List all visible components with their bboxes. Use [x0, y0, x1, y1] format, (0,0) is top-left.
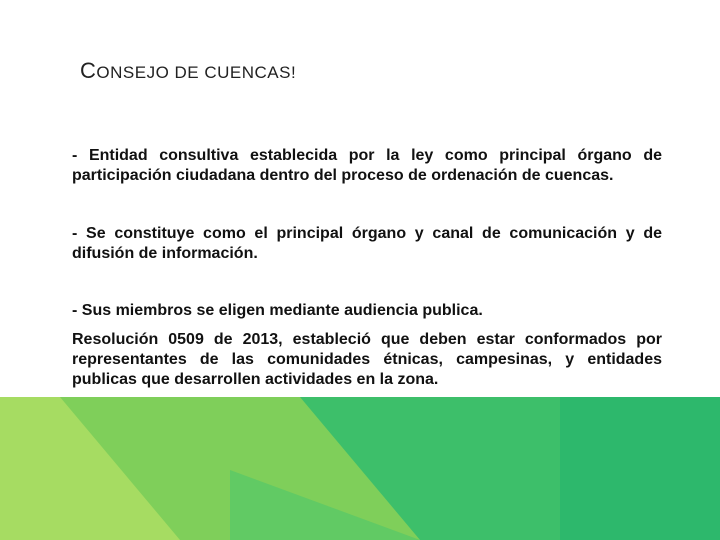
decor-dark-green-panel: [560, 397, 720, 540]
title-initial: C: [80, 58, 97, 83]
paragraph-canal-comunicacion: - Se constituye como el principal órgano y canal de comunicación y de difusión de información.: [72, 225, 662, 262]
title-rest: ONSEJO DE CUENCAS!: [96, 63, 297, 82]
paragraph-entidad-consultiva: - Entidad consultiva establecida por la ley como principal órgano de participación ciudadana dentro del proceso de ordenación de cuencas.: [72, 147, 662, 184]
slide-body: [72, 146, 662, 390]
slide-title: [80, 58, 296, 84]
paragraph-miembros: - Sus miembros se eligen mediante audiencia publica.: [72, 302, 483, 319]
paragraph-resolucion: Resolución 0509 de 2013, estableció que deben estar conformados por representantes de las comunidades étnicas, campesinas, y entidades publicas que desarrollen actividades en la zona.: [72, 331, 662, 388]
